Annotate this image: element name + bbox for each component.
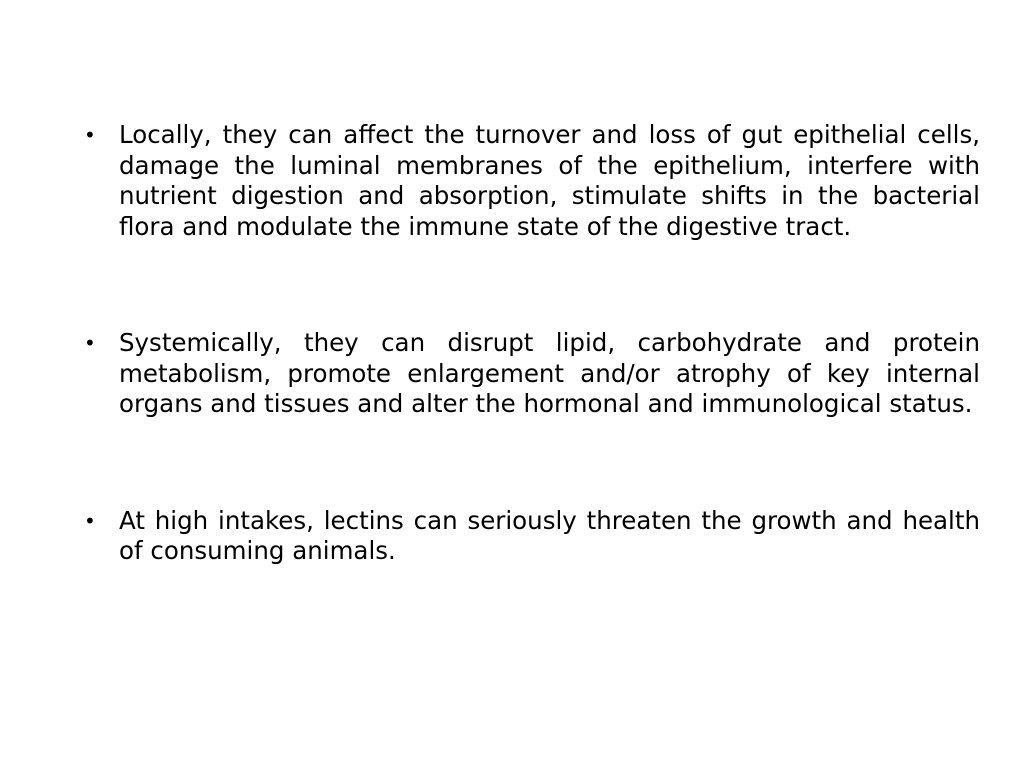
bullet-marker: • bbox=[84, 508, 96, 533]
bullet-item-local-effects bbox=[84, 120, 980, 242]
bullet-marker: • bbox=[84, 123, 96, 147]
bullet-item-systemic-effects bbox=[84, 328, 980, 420]
bullet-list bbox=[84, 120, 980, 567]
bullet-text-high-intake: At high intakes, lectins can seriously threaten the growth and health of consuming animals. bbox=[119, 505, 980, 565]
bullet-item-high-intake bbox=[84, 506, 980, 567]
bullet-text-systemic-effects: Systemically, they can disrupt lipid, carbohydrate and protein metabolism, promote enlargement and/or atrophy of key internal organs and tissues and alter the hormonal and immunological status. bbox=[119, 328, 980, 418]
bullet-text-local-effects: Locally, they can affect the turnover and loss of gut epithelial cells, damage the luminal membranes of the epithelium, interfere with nutrient digestion and absorption, stimulate shifts in the bacterial flora and modulate the immune state of the digestive tract. bbox=[119, 120, 980, 241]
bullet-marker: • bbox=[84, 331, 96, 355]
